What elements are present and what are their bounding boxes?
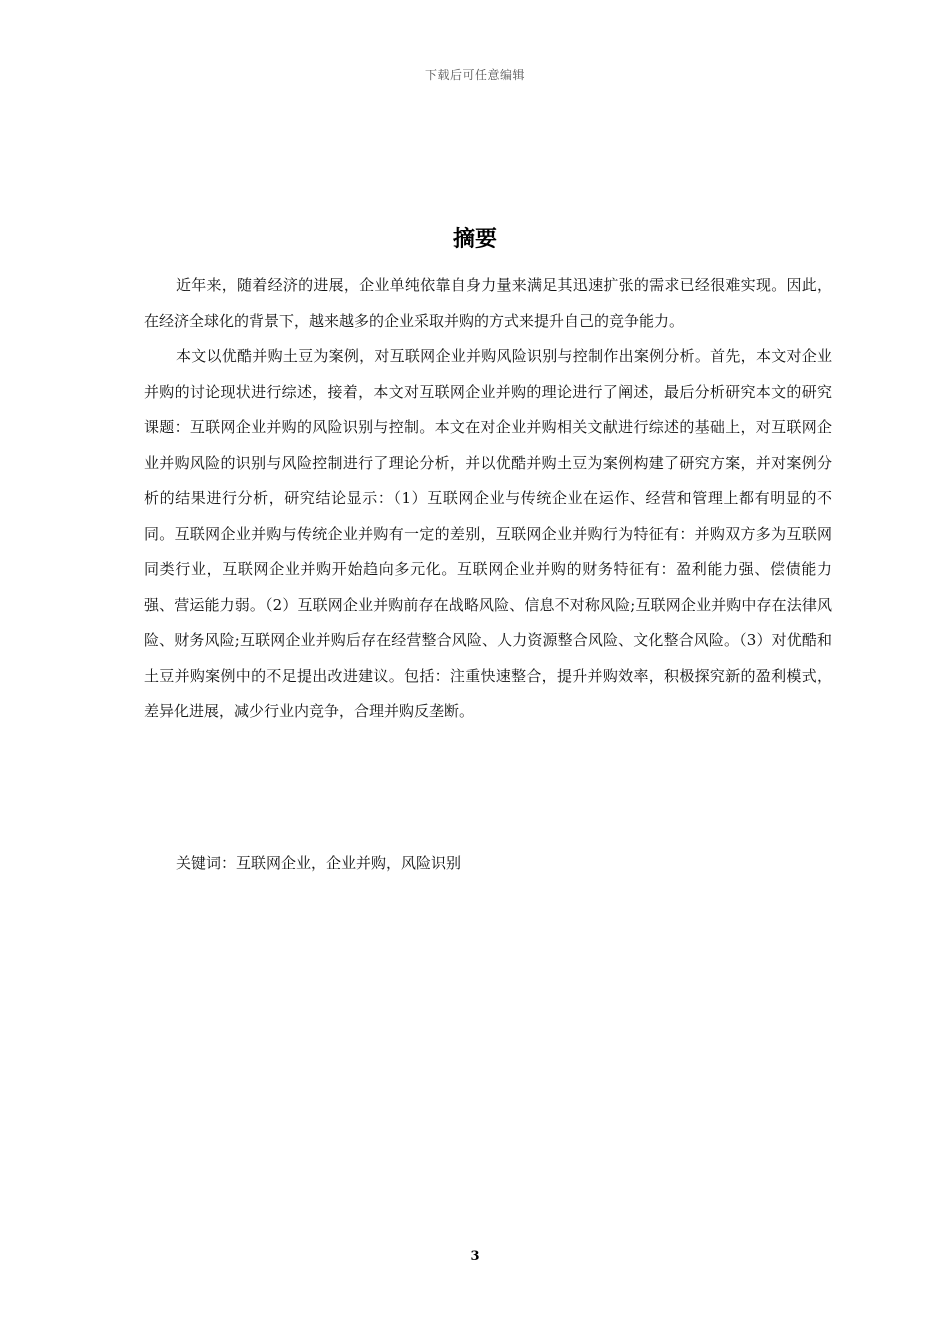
abstract-body: [144, 268, 832, 730]
abstract-paragraph-1: 近年来，随着经济的进展，企业单纯依靠自身力量来满足其迅速扩张的需求已经很难实现。因此，在经济全球化的背景下，越来越多的企业采取并购的方式来提升自己的竞争能力。: [144, 276, 832, 330]
keywords-line: 关键词：互联网企业，企业并购，风险识别: [176, 854, 462, 872]
abstract-paragraph-2: 本文以优酷并购土豆为案例，对互联网企业并购风险识别与控制作出案例分析。首先，本文对企业并购的讨论现状进行综述，接着，本文对互联网企业并购的理论进行了阐述，最后分析研究本文的研究课题：互联网企业并购的风险识别与控制。本文在对企业并购相关文献进行综述的基础上，对互联网企业并购风险的识别与风险控制进行了理论分析，并以优酷并购土豆为案例构建了研究方案，并对案例分析的结果进行分析，研究结论显示：（1）互联网企业与传统企业在运作、经营和管理上都有明显的不同。互联网企业并购与传统企业并购有一定的差别，互联网企业并购行为特征有：并购双方多为互联网同类行业，互联网企业并购开始趋向多元化。互联网企业并购的财务特征有：盈利能力强、偿债能力强、营运能力弱。（2）互联网企业并购前存在战略风险、信息不对称风险;互联网企业并购中存在法律风险、财务风险;互联网企业并购后存在经营整合风险、人力资源整合风险、文化整合风险。（3）对优酷和土豆并购案例中的不足提出改进建议。包括：注重快速整合，提升并购效率，积极探究新的盈利模式，差异化进展，减少行业内竞争，合理并购反垄断。: [144, 347, 832, 720]
abstract-title: 摘要: [452, 227, 497, 252]
page-number: 3: [470, 1249, 480, 1264]
header-note: 下载后可任意编辑: [424, 68, 525, 82]
